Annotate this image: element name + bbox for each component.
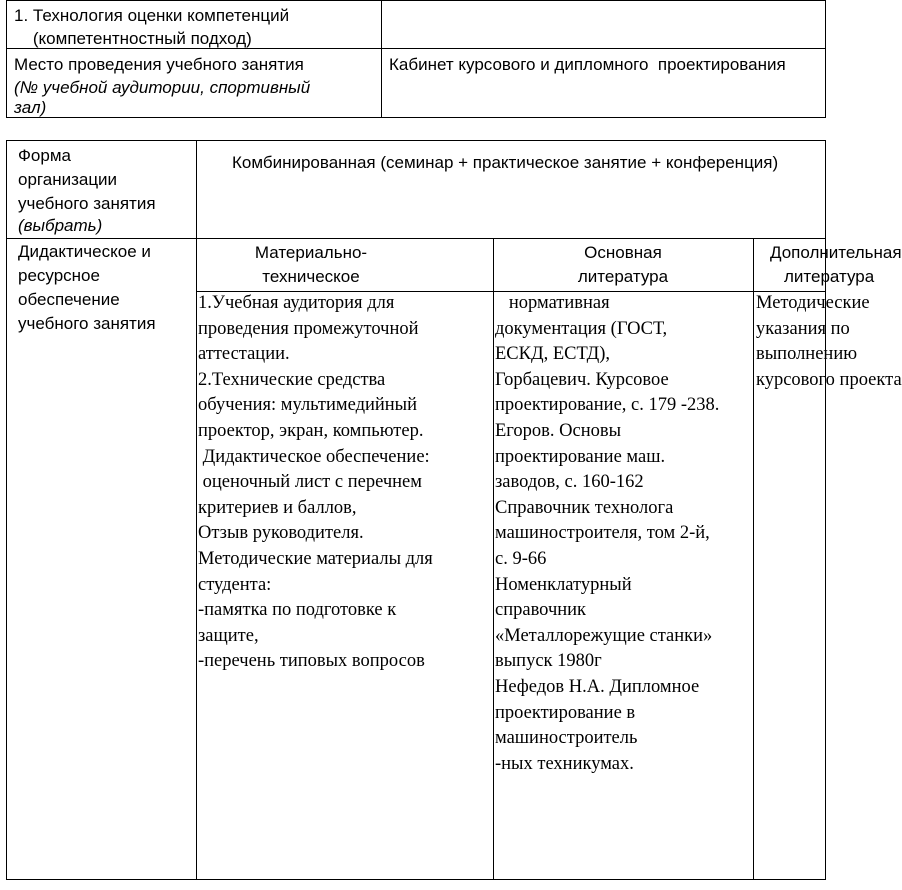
form-value: Комбинированная (семинар + практическое занятие + конференция) bbox=[232, 153, 779, 172]
additional-line: Методические bbox=[756, 293, 870, 313]
literature-line: нормативная bbox=[495, 293, 610, 313]
didactic-label-line2: ресурсное bbox=[18, 266, 100, 285]
literature-line: ЕСКД, ЕСТД), bbox=[495, 344, 611, 365]
literature-list bbox=[495, 291, 719, 777]
material-line: студента: bbox=[198, 574, 272, 595]
header-row1-line1: 1. Технология оценки компетенций bbox=[14, 6, 290, 25]
additional-header-line2: литература bbox=[784, 267, 875, 286]
additional-list bbox=[756, 291, 902, 393]
literature-line: проектирование в bbox=[495, 702, 636, 723]
literature-line: проектирование маш. bbox=[495, 446, 666, 467]
header-row1-line2: (компетентностный подход) bbox=[14, 29, 252, 48]
didactic-label-line1: Дидактическое и bbox=[18, 242, 151, 261]
additional-line: курсового проекта bbox=[756, 369, 902, 390]
literature-line: документация (ГОСТ, bbox=[495, 318, 668, 339]
material-line: проектор, экран, компьютер. bbox=[198, 420, 424, 441]
additional-line: указания по bbox=[756, 318, 850, 339]
material-line: аттестации. bbox=[198, 344, 290, 365]
material-line: 2.Технические средства bbox=[198, 369, 386, 390]
material-line: обучения: мультимедийный bbox=[198, 395, 418, 416]
form-label-hint: (выбрать) bbox=[18, 216, 103, 235]
literature-line: Горбацевич. Курсовое bbox=[495, 369, 669, 390]
additional-line: выполнению bbox=[756, 344, 858, 365]
header-col-divider bbox=[381, 0, 382, 118]
didactic-label-line4: учебного занятия bbox=[18, 314, 156, 333]
main-col3-divider bbox=[753, 238, 754, 880]
form-label-line1: Форма bbox=[18, 146, 71, 165]
venue-value: Кабинет курсового и дипломного проектирования bbox=[389, 55, 786, 74]
literature-line: заводов, с. 160-162 bbox=[495, 472, 644, 493]
didactic-label-line3: обеспечение bbox=[18, 290, 120, 309]
material-line: Дидактическое обеспечение: bbox=[198, 446, 430, 467]
literature-line: выпуск 1980г bbox=[495, 651, 602, 672]
literature-line: проектирование, с. 179 -238. bbox=[495, 395, 720, 416]
literature-line: машиностроителя, том 2-й, bbox=[495, 523, 710, 544]
material-line: Отзыв руководителя. bbox=[198, 523, 364, 544]
material-line: оценочный лист с перечнем bbox=[198, 472, 422, 493]
material-header-line1: Материально- bbox=[254, 243, 368, 262]
material-list bbox=[198, 291, 433, 675]
material-line: Методические материалы для bbox=[198, 548, 433, 569]
main-col2-divider bbox=[493, 238, 494, 880]
main-row-divider bbox=[6, 238, 826, 239]
material-line: 1.Учебная аудитория для bbox=[198, 293, 395, 313]
material-line: проведения промежуточной bbox=[198, 318, 419, 339]
form-label-line2: организации bbox=[18, 170, 118, 189]
literature-line: машиностроитель bbox=[495, 728, 638, 749]
literature-line: -ных техникумах. bbox=[495, 753, 634, 774]
literature-line: Егоров. Основы bbox=[495, 420, 622, 441]
additional-header-line1: Дополнительная bbox=[770, 243, 902, 262]
venue-label: Место проведения учебного занятия bbox=[14, 55, 304, 74]
material-line: защите, bbox=[198, 625, 259, 646]
literature-line: с. 9-66 bbox=[495, 548, 547, 569]
literature-header-line2: литература bbox=[577, 267, 669, 286]
literature-line: Нефедов Н.А. Дипломное bbox=[495, 676, 700, 697]
literature-line: Справочник технолога bbox=[495, 497, 674, 518]
venue-hint-line2: зал) bbox=[14, 98, 47, 117]
literature-line: справочник bbox=[495, 600, 587, 621]
material-line: -памятка по подготовке к bbox=[198, 600, 397, 621]
material-line: критериев и баллов, bbox=[198, 497, 357, 518]
material-header-line2: техническое bbox=[262, 267, 360, 286]
venue-hint-line1: (№ учебной аудитории, спортивный bbox=[14, 78, 311, 97]
material-line: -перечень типовых вопросов bbox=[198, 651, 425, 672]
form-label-line3: учебного занятия bbox=[18, 194, 156, 213]
literature-line: «Металлорежущие станки» bbox=[495, 625, 713, 646]
literature-line: Номенклатурный bbox=[495, 574, 632, 595]
literature-header-line1: Основная bbox=[584, 243, 662, 262]
